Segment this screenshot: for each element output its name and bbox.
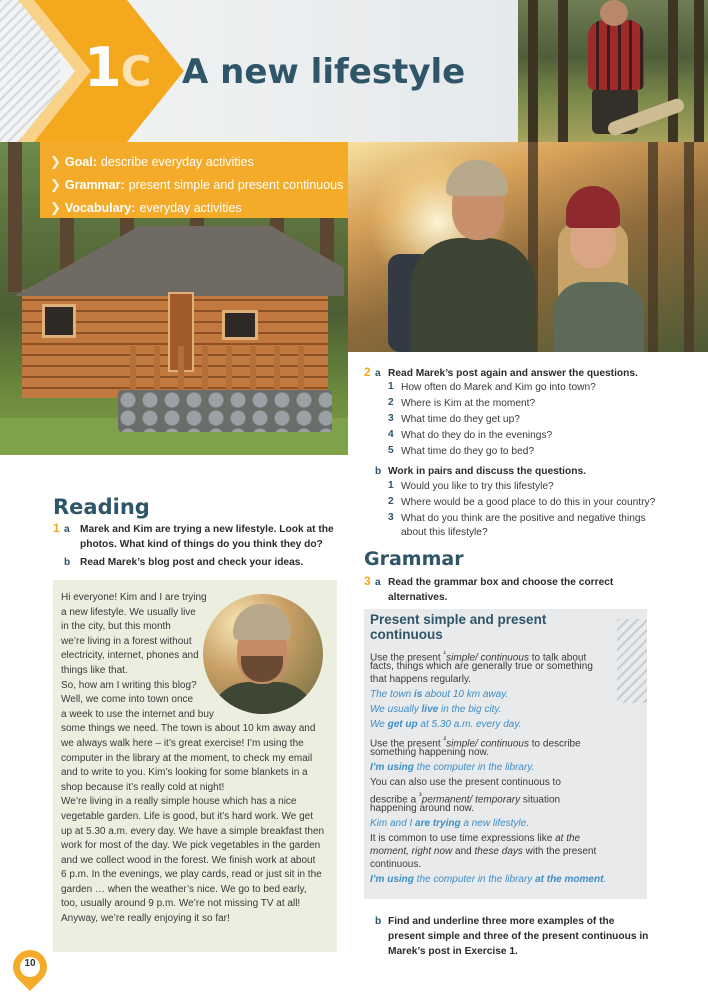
question-number: 2: [388, 496, 394, 507]
blog-line: Hi everyone! Kim and I are trying: [61, 592, 207, 603]
photo-couple-in-forest: [348, 142, 708, 352]
unit-number: 1C: [84, 36, 151, 99]
question-text-continued: about this lifestyle?: [401, 527, 488, 538]
question-text: What do you think are the positive and negative things: [401, 513, 646, 524]
exercise-2-number: 2: [364, 365, 371, 379]
exercise-2b-letter: b: [375, 466, 382, 477]
grammar-rule-line: that happens regularly.: [370, 674, 471, 685]
question-number: 2: [388, 397, 394, 408]
grammar-example: Kim and I are trying a new lifestyle.: [370, 818, 529, 829]
grammar-rule-line: describe a $^{^3}$permanent/ temporary situation: [370, 790, 561, 806]
grammar-rule-line: continuous.: [370, 859, 422, 870]
blog-line: things like that.: [61, 664, 128, 676]
question-text: How often do Marek and Kim go into town?: [401, 382, 596, 393]
chevron-right-icon: ❯: [50, 176, 61, 192]
exercise-3a-instruction: Read the grammar box and choose the correct alternatives.: [388, 577, 614, 603]
question-number: 1: [388, 381, 394, 392]
question-number: 1: [388, 480, 394, 491]
blog-line: electricity, internet, phones and: [61, 650, 199, 662]
blog-line: computer in the library at the moment, to check my email: [61, 752, 313, 764]
blog-text: [61, 591, 324, 927]
exercise-1-number: 1: [53, 521, 60, 535]
unit-header: [0, 0, 518, 142]
goal-row: ❯ Goal: describe everyday activities: [50, 153, 254, 169]
blog-line: some things we need. The town is about 10 km away and: [61, 723, 316, 735]
grammar-example: We usually live in the big city.: [370, 704, 502, 715]
grammar-rule-line: It is common to use time expressions like at the: [370, 833, 581, 844]
question-text: Where would be a good place to do this in your country?: [401, 497, 656, 508]
question-text: Where is Kim at the moment?: [401, 398, 536, 409]
question-number: 3: [388, 413, 394, 424]
grammar-heading: Grammar: [364, 548, 464, 570]
grammar-rule-line: moment, right now and these days with the present: [370, 846, 597, 857]
page-number: 10: [24, 958, 36, 969]
blog-line: 6 p.m. In the evenings, we play cards, read or just sit in the: [61, 869, 322, 881]
exercise-1b-instruction: Read Marek’s blog post and check your ideas.: [80, 557, 304, 568]
grammar-example: The town is about 10 km away.: [370, 689, 509, 700]
exercise-1a-letter: a: [64, 524, 70, 535]
grammar-rule-line: something happening now.: [370, 747, 489, 758]
chevron-right-icon: ❯: [50, 199, 61, 215]
blog-line: We’re living in a really simple house which has a nice: [61, 796, 297, 808]
blog-line: vegetable garden. Life is good, but it’s hard work. We get: [61, 810, 314, 822]
blog-line: garden … when the weather’s nice. We go to bed early,: [61, 883, 307, 895]
lesson-goals-box: [40, 142, 348, 218]
exercise-3b-letter: b: [375, 916, 382, 927]
exercise-1b-letter: b: [64, 557, 71, 568]
blog-line: and to write to you. Kim’s looking for some blankets in a: [61, 767, 308, 779]
blog-line: we’re living in a forest without: [61, 635, 192, 647]
grammar-example: I’m using the computer in the library.: [370, 762, 535, 773]
exercise-3a-letter: a: [375, 577, 381, 588]
blog-line: and we collect wood in the forest. We finish work at about: [61, 854, 316, 866]
grammar-box-title: Present simple and present continuous: [370, 612, 547, 642]
alternative-choice[interactable]: simple/ continuous: [446, 652, 529, 664]
blog-line: a new lifestyle. We usually live: [61, 606, 196, 618]
grammar-rule-line: happening around now.: [370, 803, 474, 814]
blog-line: too, usually around 9 p.m. We’re not missing TV at all!: [61, 898, 301, 910]
exercise-1a-instruction: Marek and Kim are trying a new lifestyle. Look at the photos. What kind of things do you think they do?: [80, 524, 334, 550]
question-text: What do they do in the evenings?: [401, 430, 553, 441]
unit-title: A new lifestyle: [182, 52, 466, 92]
goal-row: ❯ Vocabulary: everyday activities: [50, 199, 242, 215]
photo-man-chopping-wood: [518, 0, 708, 142]
grammar-box: [364, 609, 647, 899]
exercise-3-number: 3: [364, 574, 371, 588]
alternative-choice[interactable]: simple/ continuous: [446, 738, 529, 750]
grammar-rule-line: You can also use the present continuous to: [370, 777, 561, 788]
reading-heading: Reading: [53, 495, 150, 519]
question-number: 4: [388, 429, 394, 440]
decorative-stripes: [617, 619, 647, 703]
question-text: What time do they go to bed?: [401, 446, 535, 457]
question-text: Would you like to try this lifestyle?: [401, 481, 554, 492]
grammar-example: I’m using the computer in the library at the moment.: [370, 874, 607, 885]
blog-line: work for most of the day. We pick vegetables in the garden: [61, 840, 321, 852]
blog-line: Well, we come into town once: [61, 694, 194, 706]
grammar-example: We get up at 5.30 a.m. every day.: [370, 719, 522, 730]
blog-post: [53, 580, 337, 952]
exercise-2a-instruction: Read Marek’s post again and answer the questions.: [388, 368, 638, 379]
blog-line: in the city, but this month: [61, 621, 171, 633]
blog-line: Anyway, we’re really enjoying it so far!: [61, 913, 230, 925]
alternative-choice[interactable]: permanent/ temporary: [421, 794, 521, 806]
grammar-rule-line: Use the present $^{^2}$simple/ continuous to describe: [370, 734, 581, 750]
goal-row: ❯ Grammar: present simple and present continuous: [50, 176, 344, 192]
question-number: 3: [388, 512, 394, 523]
blog-line: shop because it’s really cold at night!: [61, 781, 225, 793]
question-number: 5: [388, 445, 394, 456]
exercise-2b-instruction: Work in pairs and discuss the questions.: [388, 466, 586, 477]
blog-line: up at 5.30 a.m. every day. We have a simple breakfast then: [61, 825, 325, 837]
blog-line: a week to use the internet and buy: [61, 708, 214, 720]
chevron-right-icon: ❯: [50, 153, 61, 169]
exercise-3b-instruction: Find and underline three more examples of the present simple and three of the present continuous in Marek’s post in Exercise 1.: [388, 916, 649, 957]
question-text: What time do they get up?: [401, 414, 520, 425]
grammar-rule-line: facts, things which are generally true or something: [370, 661, 593, 672]
blog-line: we always walk here – it’s great exercise! I’m using the: [61, 737, 304, 749]
grammar-rule-line: Use the present $^{^1}$simple/ continuous to talk about: [370, 648, 587, 664]
blog-line: So, how am I writing this blog?: [61, 679, 197, 691]
exercise-2a-letter: a: [375, 368, 381, 379]
